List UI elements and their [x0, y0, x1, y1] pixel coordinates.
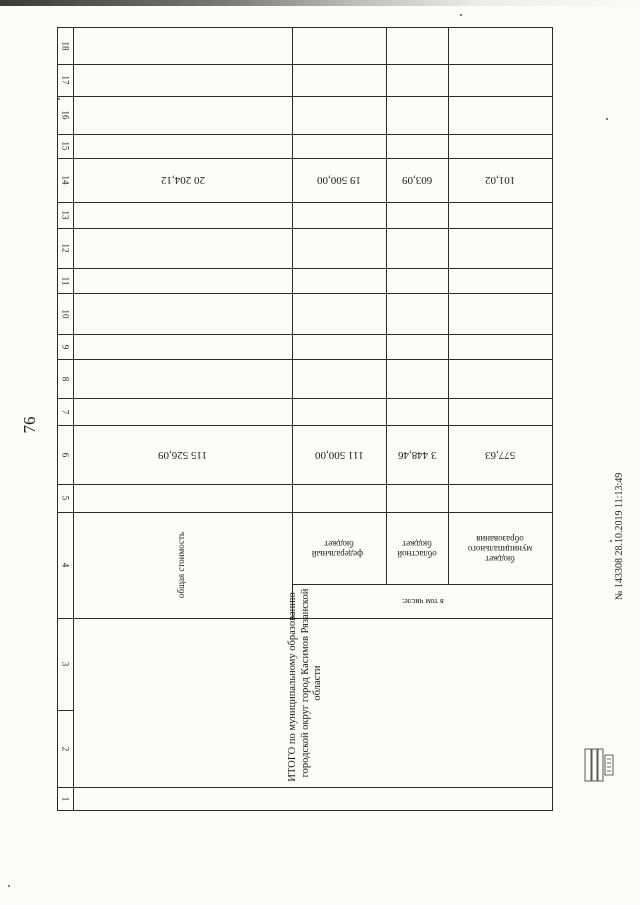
col-number-15 — [57, 134, 73, 158]
value-text: 577,63 — [484, 448, 516, 461]
scan-speck — [606, 118, 608, 120]
col-number-text: 8 — [60, 376, 70, 381]
subrow-divider — [386, 27, 387, 584]
header-strip-divider — [73, 27, 74, 811]
value-text: 115 526,09 — [158, 448, 208, 461]
registry-logo-icon — [583, 745, 617, 785]
label-text: областной бюджет — [397, 539, 437, 559]
label-regional-budget — [386, 514, 448, 584]
label-municipal-budget — [448, 514, 552, 584]
col-boundary — [57, 134, 553, 135]
col-boundary — [57, 398, 553, 399]
col-number-text: 12 — [60, 243, 70, 253]
label-text: бюджет муниципального образования — [467, 534, 533, 564]
col-boundary — [57, 359, 553, 360]
col-number-text: 11 — [59, 276, 70, 285]
col-number-6 — [57, 425, 73, 484]
value-text: 101,02 — [484, 174, 516, 186]
table-border-top — [57, 27, 553, 28]
col-number-text: 9 — [60, 344, 70, 349]
col-number-text: 1 — [60, 796, 70, 801]
value-municipal-col6 — [448, 425, 552, 484]
col-boundary — [57, 484, 553, 485]
col-number-text: 7 — [60, 409, 70, 414]
col-boundary — [57, 268, 553, 269]
scan-speck — [8, 885, 10, 887]
col-boundary — [57, 96, 553, 97]
col-number-5 — [57, 484, 73, 512]
col-number-text: 4 — [60, 562, 70, 568]
col-number-17 — [57, 64, 73, 96]
col-number-12 — [57, 228, 73, 268]
col-number-text: 13 — [60, 210, 70, 220]
value-regional-col6 — [386, 425, 448, 484]
label-text: общая стоимость — [175, 532, 186, 598]
scan-speck — [460, 14, 462, 16]
col-number-text: 2 — [60, 746, 70, 751]
value-federal-col14 — [292, 158, 386, 202]
col-boundary — [57, 334, 553, 335]
group-label-text: в том числе: — [401, 596, 444, 606]
label-total-cost — [136, 520, 226, 610]
col-boundary — [57, 202, 553, 203]
col-number-text: 16 — [60, 110, 70, 120]
scan-speck — [610, 540, 612, 542]
table-border-right — [552, 27, 553, 811]
col-number-7 — [57, 398, 73, 425]
value-text: 3 448,46 — [397, 448, 437, 461]
value-municipal-col14 — [448, 158, 552, 202]
value-text: 111 500,00 — [314, 448, 364, 461]
col-number-11 — [57, 268, 73, 293]
value-federal-col6 — [292, 425, 386, 484]
col-number-14 — [57, 158, 73, 202]
col-number-3 — [57, 618, 73, 710]
value-text: 19 500,00 — [317, 174, 361, 186]
value-regional-col14 — [386, 158, 448, 202]
col-number-13 — [57, 202, 73, 228]
col-number-16 — [57, 96, 73, 134]
value-text: 603,09 — [401, 174, 433, 186]
col-number-4 — [57, 512, 73, 618]
col-number-text: 10 — [60, 309, 70, 318]
value-text: 20 204,12 — [161, 174, 205, 186]
col-boundary — [57, 228, 553, 229]
col-number-text: 5 — [60, 495, 70, 501]
label-text: федеральный бюджет — [311, 539, 363, 559]
itogo-text: ИТОГО по муниципальному образованию – городской округ город Касимов Рязанской области — [287, 584, 324, 782]
col-number-text: 15 — [60, 141, 70, 151]
col-number-text: 6 — [60, 452, 70, 457]
col-number-text: 18 — [60, 41, 70, 50]
col-number-8 — [57, 359, 73, 398]
col-number-2 — [57, 710, 73, 787]
col-number-10 — [57, 293, 73, 334]
scan-speck — [58, 98, 60, 100]
label-federal-budget — [292, 514, 386, 584]
registration-stamp: № 143308 28.10.2019 11:13:49 — [614, 472, 625, 600]
group-label — [292, 584, 553, 618]
col-number-9 — [57, 334, 73, 359]
col-boundary — [57, 64, 553, 65]
col-number-18 — [57, 27, 73, 64]
col-number-text: 14 — [60, 175, 70, 185]
subrow-divider — [448, 27, 449, 584]
value-total-col14 — [74, 158, 292, 202]
col-number-1 — [57, 787, 73, 810]
col-boundary — [57, 293, 553, 294]
page-number: 76 — [20, 416, 39, 434]
col-boundary — [57, 512, 553, 513]
col-number-text: 17 — [60, 75, 70, 85]
col-number-text: 3 — [60, 661, 70, 667]
value-total-col6 — [74, 425, 292, 484]
